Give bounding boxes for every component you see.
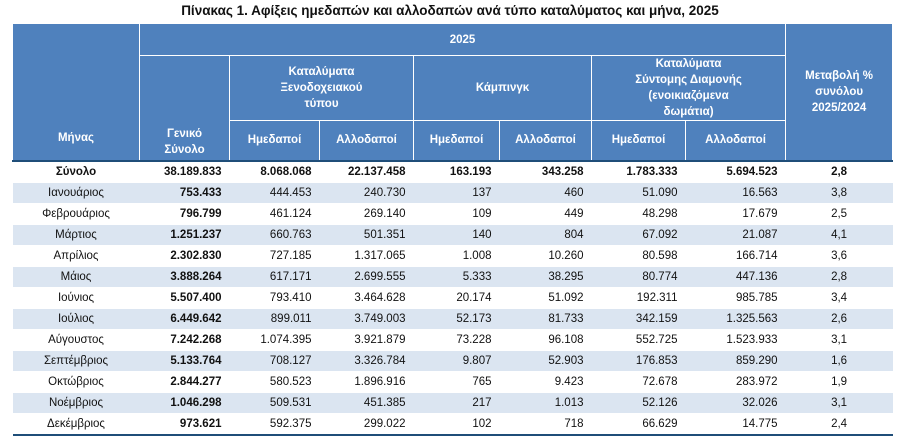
- change-cell: 3,1: [786, 392, 893, 413]
- month-row: [13, 266, 893, 287]
- grand-total-cell: 1.046.298: [140, 392, 230, 413]
- short-foreign-cell: 32.026: [686, 392, 786, 413]
- header-camping-domestic: Ημεδαποί: [414, 121, 500, 161]
- grand-total-cell: 6.449.642: [140, 308, 230, 329]
- hotel-foreign-cell: 269.140: [320, 203, 414, 224]
- short-domestic-cell: 192.311: [592, 287, 686, 308]
- camping-foreign-cell: 718: [500, 413, 592, 435]
- camping-foreign-cell: 10.260: [500, 245, 592, 266]
- hotel-domestic-cell: 580.523: [230, 371, 320, 392]
- month-cell: Σύνολο: [13, 161, 140, 183]
- header-camping-foreign: Αλλοδαποί: [500, 121, 592, 161]
- short-foreign-cell: 17.679: [686, 203, 786, 224]
- month-cell: Ιούνιος: [13, 287, 140, 308]
- header-grand-total: Γενικό Σύνολο: [140, 56, 230, 161]
- hotel-foreign-cell: 3.464.628: [320, 287, 414, 308]
- header-camping: Κάμπινγκ: [414, 56, 592, 121]
- month-row: [13, 224, 893, 245]
- hotel-domestic-cell: 617.171: [230, 266, 320, 287]
- hotel-foreign-cell: 1.896.916: [320, 371, 414, 392]
- camping-domestic-cell: 5.333: [414, 266, 500, 287]
- camping-foreign-cell: 343.258: [500, 161, 592, 183]
- hotel-domestic-cell: 1.074.395: [230, 329, 320, 350]
- hotel-domestic-cell: 793.410: [230, 287, 320, 308]
- grand-total-cell: 796.799: [140, 203, 230, 224]
- month-row: [13, 287, 893, 308]
- month-cell: Νοέμβριος: [13, 392, 140, 413]
- camping-foreign-cell: 804: [500, 224, 592, 245]
- hotel-foreign-cell: 3.921.879: [320, 329, 414, 350]
- header-short-domestic: Ημεδαποί: [592, 121, 686, 161]
- short-domestic-cell: 1.783.333: [592, 161, 686, 183]
- camping-foreign-cell: 449: [500, 203, 592, 224]
- month-row: [13, 413, 893, 435]
- camping-foreign-cell: 38.295: [500, 266, 592, 287]
- camping-domestic-cell: 73.228: [414, 329, 500, 350]
- arrivals-table: [12, 23, 893, 436]
- camping-domestic-cell: 137: [414, 182, 500, 203]
- change-cell: 2,8: [786, 161, 893, 183]
- hotel-domestic-cell: 727.185: [230, 245, 320, 266]
- header-short-foreign: Αλλοδαποί: [686, 121, 786, 161]
- change-cell: 1,6: [786, 350, 893, 371]
- change-cell: 3,4: [786, 287, 893, 308]
- grand-total-cell: 1.251.237: [140, 224, 230, 245]
- short-foreign-cell: 859.290: [686, 350, 786, 371]
- camping-domestic-cell: 20.174: [414, 287, 500, 308]
- camping-domestic-cell: 1.008: [414, 245, 500, 266]
- month-cell: Δεκέμβριος: [13, 413, 140, 435]
- hotel-domestic-cell: 461.124: [230, 203, 320, 224]
- hotel-domestic-cell: 8.068.068: [230, 161, 320, 183]
- change-cell: 1,9: [786, 371, 893, 392]
- camping-foreign-cell: 81.733: [500, 308, 592, 329]
- grand-total-cell: 2.844.277: [140, 371, 230, 392]
- short-domestic-cell: 51.090: [592, 182, 686, 203]
- camping-foreign-cell: 96.108: [500, 329, 592, 350]
- short-domestic-cell: 52.126: [592, 392, 686, 413]
- short-foreign-cell: 14.775: [686, 413, 786, 435]
- month-row: [13, 392, 893, 413]
- header-hotel-foreign: Αλλοδαποί: [320, 121, 414, 161]
- header-change: Μεταβολή % συνόλου 2025/2024: [786, 24, 893, 161]
- short-foreign-cell: 1.325.563: [686, 308, 786, 329]
- short-foreign-cell: 1.523.933: [686, 329, 786, 350]
- camping-foreign-cell: 51.092: [500, 287, 592, 308]
- short-domestic-cell: 66.629: [592, 413, 686, 435]
- month-row: [13, 245, 893, 266]
- hotel-domestic-cell: 444.453: [230, 182, 320, 203]
- hotel-foreign-cell: 1.317.065: [320, 245, 414, 266]
- hotel-domestic-cell: 708.127: [230, 350, 320, 371]
- camping-domestic-cell: 217: [414, 392, 500, 413]
- header-hotel-domestic: Ημεδαποί: [230, 121, 320, 161]
- hotel-foreign-cell: 501.351: [320, 224, 414, 245]
- camping-domestic-cell: 52.173: [414, 308, 500, 329]
- grand-total-cell: 2.302.830: [140, 245, 230, 266]
- short-domestic-cell: 176.853: [592, 350, 686, 371]
- month-row: [13, 203, 893, 224]
- change-cell: 4,1: [786, 224, 893, 245]
- hotel-domestic-cell: 899.011: [230, 308, 320, 329]
- short-domestic-cell: 72.678: [592, 371, 686, 392]
- hotel-foreign-cell: 3.749.003: [320, 308, 414, 329]
- month-row: [13, 350, 893, 371]
- hotel-foreign-cell: 240.730: [320, 182, 414, 203]
- camping-foreign-cell: 460: [500, 182, 592, 203]
- hotel-foreign-cell: 3.326.784: [320, 350, 414, 371]
- table-title: Πίνακας 1. Αφίξεις ημεδαπών και αλλοδαπών ανά τύπο καταλύματος και μήνα, 2025: [181, 3, 719, 18]
- short-foreign-cell: 16.563: [686, 182, 786, 203]
- short-foreign-cell: 5.694.523: [686, 161, 786, 183]
- short-foreign-cell: 21.087: [686, 224, 786, 245]
- camping-foreign-cell: 9.423: [500, 371, 592, 392]
- short-foreign-cell: 166.714: [686, 245, 786, 266]
- month-cell: Οκτώβριος: [13, 371, 140, 392]
- total-row: [13, 161, 893, 183]
- short-domestic-cell: 67.092: [592, 224, 686, 245]
- hotel-domestic-cell: 660.763: [230, 224, 320, 245]
- grand-total-cell: 7.242.268: [140, 329, 230, 350]
- change-cell: 3,1: [786, 329, 893, 350]
- month-row: [13, 182, 893, 203]
- change-cell: 2,5: [786, 203, 893, 224]
- hotel-domestic-cell: 509.531: [230, 392, 320, 413]
- camping-domestic-cell: 102: [414, 413, 500, 435]
- header-hotel: Καταλύματα Ξενοδοχειακού τύπου: [230, 56, 414, 121]
- short-domestic-cell: 80.774: [592, 266, 686, 287]
- grand-total-cell: 38.189.833: [140, 161, 230, 183]
- month-row: [13, 329, 893, 350]
- short-domestic-cell: 552.725: [592, 329, 686, 350]
- short-foreign-cell: 283.972: [686, 371, 786, 392]
- month-row: [13, 308, 893, 329]
- hotel-foreign-cell: 451.385: [320, 392, 414, 413]
- month-cell: Σεπτέμβριος: [13, 350, 140, 371]
- grand-total-cell: 973.621: [140, 413, 230, 435]
- month-cell: Φεβρουάριος: [13, 203, 140, 224]
- grand-total-cell: 753.433: [140, 182, 230, 203]
- month-cell: Απρίλιος: [13, 245, 140, 266]
- month-cell: Μάρτιος: [13, 224, 140, 245]
- hotel-foreign-cell: 299.022: [320, 413, 414, 435]
- header-year: 2025: [140, 24, 786, 56]
- header-short-stay: Καταλύματα Σύντομης Διαμονής (ενοικιαζόμενα δωμάτια): [592, 56, 786, 121]
- camping-domestic-cell: 765: [414, 371, 500, 392]
- hotel-foreign-cell: 22.137.458: [320, 161, 414, 183]
- camping-domestic-cell: 140: [414, 224, 500, 245]
- short-domestic-cell: 80.598: [592, 245, 686, 266]
- short-foreign-cell: 447.136: [686, 266, 786, 287]
- month-cell: Αύγουστος: [13, 329, 140, 350]
- change-cell: 3,6: [786, 245, 893, 266]
- camping-domestic-cell: 9.807: [414, 350, 500, 371]
- short-foreign-cell: 985.785: [686, 287, 786, 308]
- grand-total-cell: 5.507.400: [140, 287, 230, 308]
- table-body: [13, 161, 893, 435]
- change-cell: 2,6: [786, 308, 893, 329]
- month-cell: Μάιος: [13, 266, 140, 287]
- short-domestic-cell: 342.159: [592, 308, 686, 329]
- grand-total-cell: 3.888.264: [140, 266, 230, 287]
- change-cell: 2,8: [786, 266, 893, 287]
- hotel-foreign-cell: 2.699.555: [320, 266, 414, 287]
- camping-domestic-cell: 109: [414, 203, 500, 224]
- camping-foreign-cell: 1.013: [500, 392, 592, 413]
- change-cell: 3,8: [786, 182, 893, 203]
- hotel-domestic-cell: 592.375: [230, 413, 320, 435]
- camping-domestic-cell: 163.193: [414, 161, 500, 183]
- camping-foreign-cell: 52.903: [500, 350, 592, 371]
- header-month: Μήνας: [13, 24, 140, 161]
- table-header: [13, 24, 893, 161]
- short-domestic-cell: 48.298: [592, 203, 686, 224]
- month-row: [13, 371, 893, 392]
- change-cell: 2,4: [786, 413, 893, 435]
- month-cell: Ιανουάριος: [13, 182, 140, 203]
- grand-total-cell: 5.133.764: [140, 350, 230, 371]
- month-cell: Ιούλιος: [13, 308, 140, 329]
